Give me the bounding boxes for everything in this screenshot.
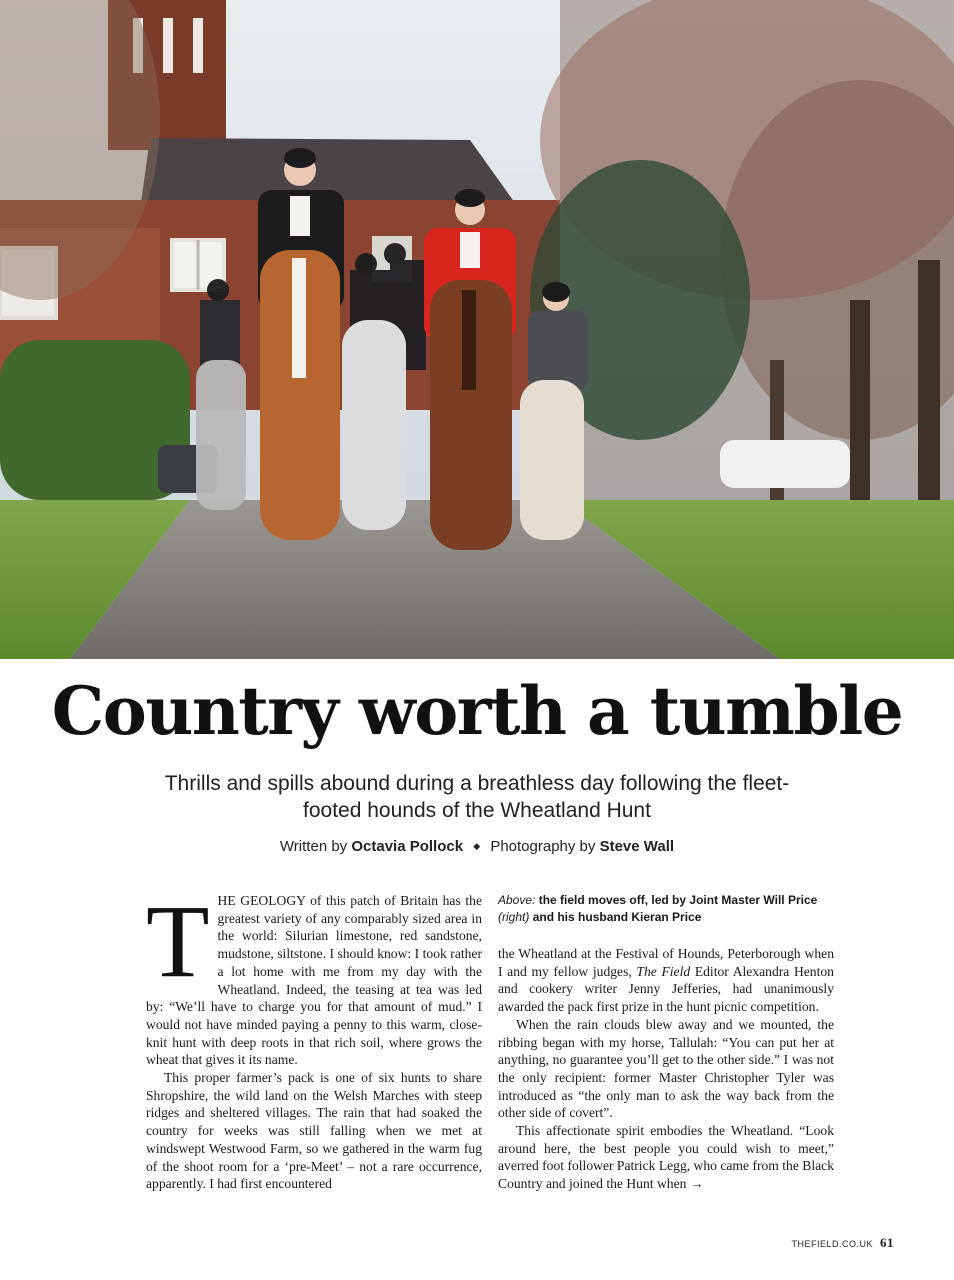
site-url: THEFIELD.CO.UK [791,1239,873,1249]
drop-cap: T [146,884,210,999]
body-paragraph-1 [146,884,482,1069]
body-paragraph-2: This proper farmer’s pack is one of six hunts to share Shropshire, the wild land on the Welsh Marches with steep ridges and sheltered villages. The rain that had soaked the country for weeks was still falling when we met at windswept Westwood Farm, so we gathered in the warm fug of the shoot room for a ‘pre-Meet’ – not a rare occurrence, apparently. I had first encountered [146,1070,482,1192]
caption-text-1: the field moves off, led by Joint Master Will Price [538,893,818,907]
publication-name: The Field [636,963,691,979]
continue-arrow-icon: → [689,1176,704,1192]
white-pony [520,380,584,540]
caption-lead: Above: [498,893,536,907]
byline-photo-prefix: Photography by [490,838,596,855]
body-paragraph-1-text: HE GEOLOGY of this patch of Britain has the greatest variety of any comparably sized area in the world: Silurian limestone, red sandstone, mudstone, siltstone. I should know: I took rather a lot home with me from my day with the Wheatland. Indeed, the teasing at tea was led by: “We’ll have to charge you for that amount of mud.” I would not have minded paying a penny to this warm, close-knit hunt with deep roots in that rich soil, where grows the wheat that gives it its name. [146,893,482,1068]
body-column-right [498,945,834,1193]
body-paragraph-4: When the rain clouds blew away and we mounted, the ribbing began with my horse, Tallulah: “You can put her at anything, no guarantee you’ll get to the other side.” I was not the only recipient: former Master Christopher Tyler was introduced as “the only man to ask the way back from the other side of covert”. [498,1016,834,1121]
photo-caption [498,892,828,926]
caption-text-2: and his husband Kieran Price [532,910,702,924]
byline-author: Octavia Pollock [351,838,464,855]
body-paragraph-3 [498,945,834,1016]
body-paragraph-5 [498,1122,834,1193]
byline [0,838,954,855]
grey-horse [342,320,406,530]
body-column-left [146,884,482,1193]
page-number: 61 [880,1235,894,1250]
body-paragraph-3-a: the Wheatland at the Festival of Hounds, Peterborough when I and my fellow judges, [498,946,834,979]
byline-written-prefix: Written by [279,838,348,855]
body-paragraph-3-b: Editor Alexandra Henton and cookery writer Jenny Jefferies, had unanimously awarded the pack first prize in the hunt picnic competition. [498,963,834,1015]
page-footer [791,1235,894,1251]
headline: Country worth a tumble [51,672,903,750]
standfirst: Thrills and spills abound during a breathless day following the fleet-footed hounds of the Wheatland Hunt [164,772,790,822]
body-paragraph-5-text: This affectionate spirit embodies the Wheatland. “Look around here, the best people you could wish to meet,” averred foot follower Patrick Legg, who came from the Black Country and joined the Hunt when [498,1123,834,1192]
byline-photographer: Steve Wall [599,838,675,855]
white-car [720,440,850,488]
byline-separator-icon: ◆ [473,841,481,851]
caption-aside: (right) [498,910,530,924]
